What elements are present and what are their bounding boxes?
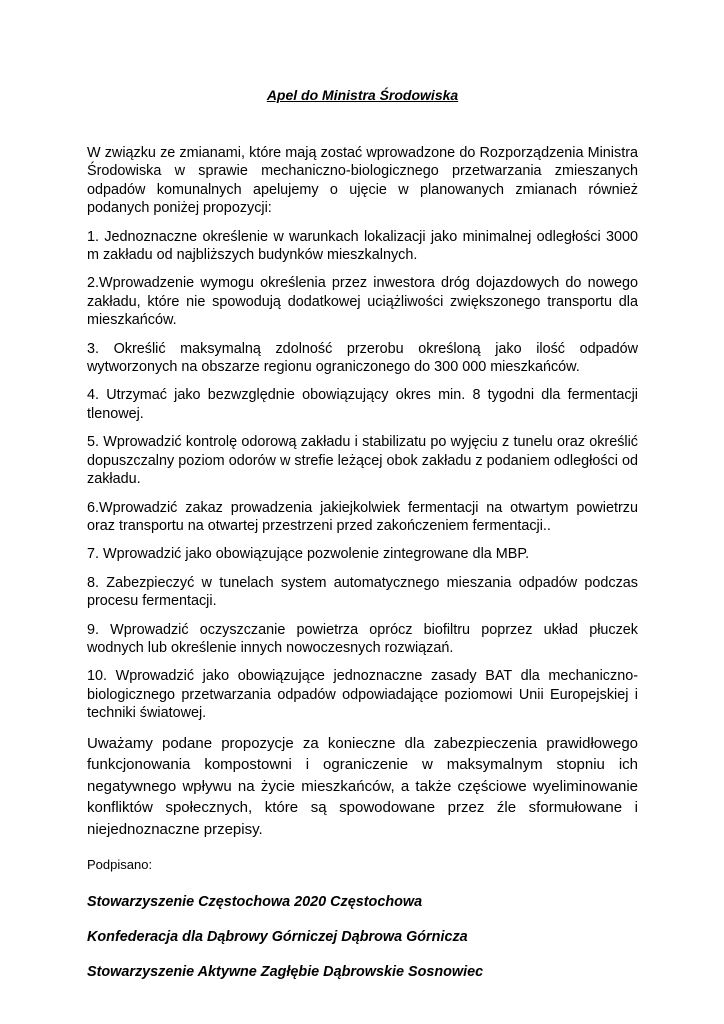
proposal-item: 3. Określić maksymalną zdolność przerobu określoną jako ilość odpadów wytworzonych na obszarze regionu ograniczonego do 300 000 mieszkańców. <box>87 340 638 376</box>
proposal-item: 9. Wprowadzić oczyszczanie powietrza oprócz biofiltru poprzez układ płuczek wodnych lub określenie innych nowoczesnych rozwiązań. <box>87 621 638 656</box>
proposal-item: 8. Zabezpieczyć w tunelach system automatycznego mieszania odpadów podczas procesu fermentacji. <box>87 574 638 610</box>
proposal-list <box>87 228 638 723</box>
signatory: Stowarzyszenie Częstochowa 2020 Częstochowa <box>87 894 423 911</box>
intro-paragraph: W związku ze zmianami, które mają zostać wprowadzone do Rozporządzenia Ministra Środowiska w sprawie mechaniczno-biologicznego przetwarzania zmieszanych odpadów komunalnych apelujemy o ujęcie w planowanych zmianach również podanych poniżej propozycji: <box>87 145 638 217</box>
document-page <box>87 0 638 1024</box>
proposal-item: 7. Wprowadzić jako obowiązujące pozwolenie zintegrowane dla MBP. <box>87 546 530 563</box>
signatory: Konfederacja dla Dąbrowy Górniczej Dąbrowa Górnicza <box>87 929 468 946</box>
closing-paragraph: Uważamy podane propozycje za konieczne dla zabezpieczenia prawidłowego funkcjonowania kompostowni i ograniczenie w maksymalnym stopniu ich negatywnego wpływu na życie mieszkańców, a także częściowe wyeliminowanie konfliktów społecznych, które są spowodowane przez źle sformułowane i niejednoznaczne przepisy. <box>87 734 638 838</box>
proposal-item: 4. Utrzymać jako bezwzględnie obowiązujący okres min. 8 tygodni dla fermentacji tlenowej. <box>87 387 638 422</box>
document-title: Apel do Ministra Środowiska <box>266 87 459 103</box>
proposal-item: 2.Wprowadzenie wymogu określenia przez inwestora dróg dojazdowych do nowego zakładu, które nie spowodują dodatkowej uciążliwości zwiększonego transportu dla mieszkańców. <box>87 275 638 329</box>
proposal-item: 5. Wprowadzić kontrolę odorową zakładu i stabilizatu po wyjęciu z tunelu oraz określić dopuszczalny poziom odorów w strefie leżącej obok zakładu z podaniem odległości od zakładu. <box>87 434 638 488</box>
proposal-item: 6.Wprowadzić zakaz prowadzenia jakiejkolwiek fermentacji na otwartym powietrzu oraz transportu na otwartej przestrzeni przed zakończeniem fermentacji.. <box>87 499 638 534</box>
signatory-list <box>87 893 638 981</box>
document-body <box>87 144 638 998</box>
signatory: Stowarzyszenie Aktywne Zagłębie Dąbrowskie Sosnowiec <box>87 964 484 981</box>
proposal-item: 10. Wprowadzić jako obowiązujące jednoznaczne zasady BAT dla mechaniczno-biologicznego przetwarzania odpadów odpowiadające poziomowi Unii Europejskiej i techniki światowej. <box>87 668 638 722</box>
signed-label: Podpisano: <box>87 857 153 873</box>
proposal-item: 1. Jednoznaczne określenie w warunkach lokalizacji jako minimalnej odległości 3000 m zakładu od najbliższych budynków mieszkalnych. <box>87 228 638 264</box>
